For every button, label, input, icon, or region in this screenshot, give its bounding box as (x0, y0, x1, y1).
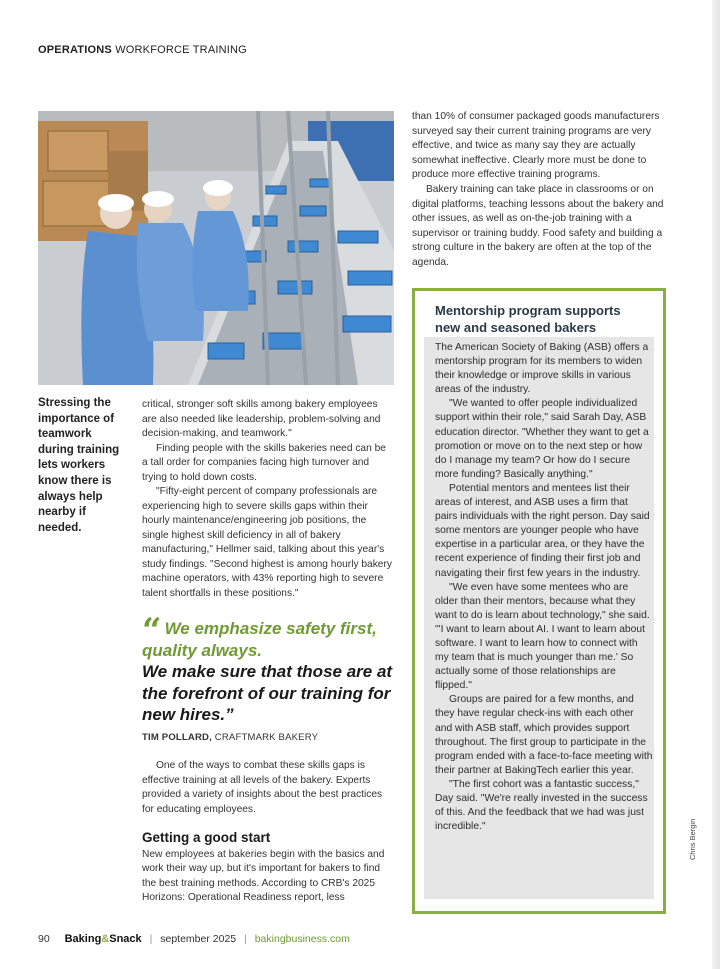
paragraph: Groups are paired for a few months, and they have regular check-ins with each other and with ASB staff, which provides support throughout. The first group to participate in the program ended with a face-to-face meeting with their partner at BakingTech earlier this year. (435, 694, 653, 776)
page-footer (38, 933, 350, 945)
magazine-logo (65, 933, 142, 945)
photo-credit: Chris Bergin (688, 818, 697, 860)
sidebar-title: Mentorship program supports new and seasoned bakers (435, 303, 621, 335)
pull-quote-green-text: We emphasize safety first, quality always. (142, 619, 377, 660)
subhead: Getting a good start (142, 830, 271, 845)
column-3-text (412, 110, 664, 271)
pull-quote (142, 611, 394, 743)
paragraph: Potential mentors and mentees list their areas of interest, and ASB uses a firm that pairs individuals with the right person. Day said some mentors are younger people who have expertise in a particular area, or they have the recent experience of finding their first job and navigating their first few years in the industry. (435, 482, 650, 579)
running-header (38, 44, 247, 56)
photo-caption: Stressing the importance of teamwork during training lets workers know there is always help nearby if needed. (38, 397, 120, 534)
photo-illustration (38, 111, 394, 385)
paragraph: than 10% of consumer packaged goods manufacturers surveyed say their current training programs are very effective, and twice as many say they are actually somewhat ineffective. Clearly more must be done to produce more effective training programs. (412, 111, 660, 181)
attribution-name: TIM POLLARD, (142, 731, 212, 743)
pull-quote-attribution (142, 732, 394, 743)
divider: | (244, 933, 247, 945)
issue-date: september 2025 (160, 933, 237, 945)
column-2-text (142, 398, 394, 601)
header-section: OPERATIONS (38, 44, 112, 56)
paragraph: Finding people with the skills bakeries need can be a tall order for companies facing high turnover and trying to hold down costs. (142, 442, 386, 483)
pull-quote-green (142, 611, 394, 661)
mentorship-sidebar (412, 288, 666, 914)
column-2-lower-text (142, 759, 394, 906)
logo-amp: & (101, 933, 110, 945)
paragraph: "We wanted to offer people individualized support within their role," said Sarah Day, ASB education director. "Whether they want to get a promotion or move on to the next step or how do I manage my team? Or how do I secure more funding? Basically anything." (435, 398, 649, 480)
paragraph: "Fifty-eight percent of company professionals are experiencing high to severe skills gaps within their hourly maintenance/engineering job positions, the single highest skill deficiency in all of bakery manufacturing," Hellmer said, talking about this year's study findings. "Second highest is among hourly bakery machine operators, with 43% reporting high to severe talent shortfalls in these positions." (142, 486, 392, 599)
paragraph: New employees at bakeries begin with the basics and work their way up, but it's important for bakers to find the best training methods. According to CRB's 2025 Horizons: Operational Readiness report, less (142, 848, 385, 903)
attribution-org: CRAFTMARK BAKERY (214, 731, 319, 743)
page-edge (712, 0, 720, 969)
divider: | (149, 933, 153, 945)
paragraph: "The first cohort was a fantastic success," Day said. "We're really invested in the success of this. And the feedback that we had was just incredible." (435, 778, 648, 833)
factory-line-photo (38, 111, 394, 385)
paragraph: "We even have some mentees who are older than their mentors, because what they want to do is learn about technology," she said. "'I want to learn about AI. I want to learn about software. I want to learn how to connect with my team that is much younger than me.' So actually some of those relationships are flipped." (435, 581, 650, 692)
pull-quote-black: We make sure that those are at the forefront of our training for new hires.” (142, 662, 393, 724)
paragraph: Bakery training can take place in classrooms or on digital platforms, teaching lessons about the bakery and other issues, as well as on-the-job training with a supervisor or training buddy. Food safety and building a strong culture in the bakery are often at the top of the agenda. (412, 183, 664, 268)
website-link[interactable]: bakingbusiness.com (254, 933, 350, 945)
sidebar-body (435, 341, 653, 834)
header-topic: WORKFORCE TRAINING (115, 44, 247, 56)
paragraph: The American Society of Baking (ASB) offers a mentorship program for its members to widen their knowledge or improve skills in various areas of the industry. (435, 342, 649, 396)
quote-mark-icon: “ (142, 611, 162, 651)
paragraph: critical, stronger soft skills among bakery employees are also needed like leadership, problem-solving and decision-making, and teamwork." (142, 399, 381, 439)
page-number: 90 (38, 933, 50, 945)
paragraph: One of the ways to combat these skills gaps is effective training at all levels of the bakery. Experts provided a variety of insights about the best practices for educating employees. (142, 760, 383, 815)
logo-part: Baking (64, 933, 102, 945)
logo-part: Snack (109, 933, 142, 945)
